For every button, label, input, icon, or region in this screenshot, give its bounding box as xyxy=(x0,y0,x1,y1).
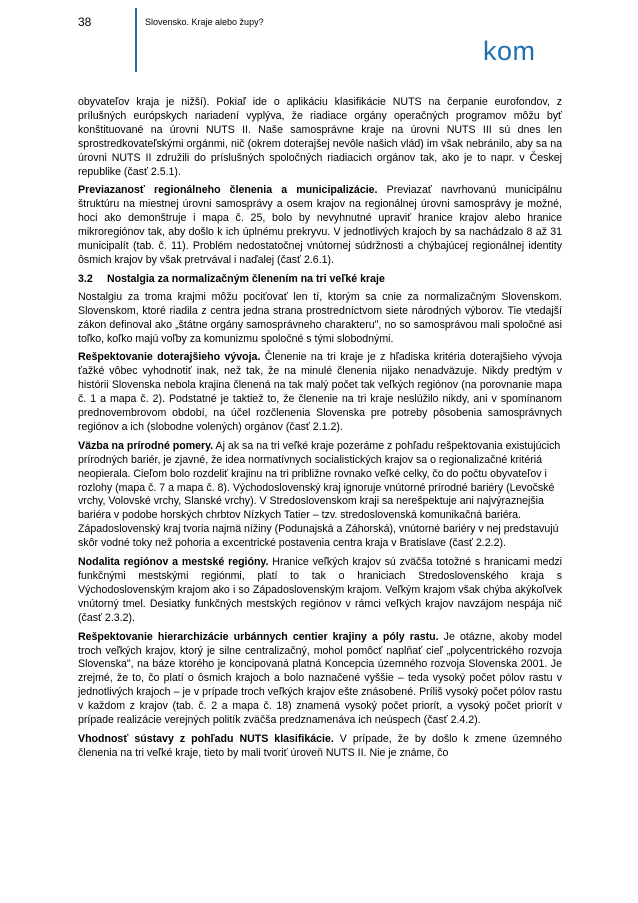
paragraph-text: Aj ak sa na tri veľké kraje pozeráme z pohľadu rešpektovania existujúcich prírodných bariér, je zjavné, že idea normatívnych socialistických krajov sa o regionalizačné kritériá neopierala. Cieľom bolo rozdeliť krajinu na tri približne rovnako veľké celky, čo do počtu obyvateľov i rozlohy (mapa č. 7 a mapa č. 8). Východoslovenský kraj ignoruje vnútorné prírodné bariéry (Levočské vrchy, Volovské vrchy, Slanské vrchy). V Stredoslovenskom kraji sa nerešpektuje ani najvýraznejšia bariéra v podobe horských chrbtov Nízkych Tatier – tzv. stredoslovenská komunikačná bariéra. Západoslovenský kraj tvoria najmä nížiny (Podunajská a Záhorská), vnútorné bariéry v nej predstavujú skôr vodné toky než pohoria a excentrické postavenia centra kraja v Bratislave (časť 2.2.2). xyxy=(78,439,561,550)
running-title: Slovensko. Kraje alebo župy? xyxy=(145,17,264,27)
paragraph-lead: Vhodnosť sústavy z pohľadu NUTS klasifikácie. xyxy=(78,732,334,745)
paragraph-text: Hranice veľkých krajov sú zväčša totožné s hranicami medzi funkčnými mestskými regiónmi, platí to tak o hraniciach Stredoslovenského kraja s Východoslovenským krajom ako i so Západoslovenským krajom. Veľkým krajom však chýba akýkoľvek vnútorný tmel. Desiatky funkčných mestských regiónov v rámci veľkých krajov navzájom nespája nič (časť 2.3.2). xyxy=(78,556,563,624)
paragraph xyxy=(78,184,562,267)
paragraph-text: Je otázne, akoby model troch veľkých krajov, ktorý je silne centralizačný, mohol pomôcť naplňať cieľ „polycentrického rozvoja Slovenska", na báze ktorého je koncipovaná platná Koncepcia územného rozvoja Slovenska 2001. Je zrejmé, že to, čo platí o ôsmich krajoch a bolo naznačené vyššie – teda vysoký počet pólov rastu v jednotlivých krajoch – je v prípade troch veľkých krajov ešte znásobené. Príliš vysoký počet pólov rastu v každom z krajov (tab. č. 2 a mapa č. 18) znamená vysoký počet priorít, a vysoký počet priorít v prípade realizácie verejných politík zväčša predznamenáva ich neúspech (časť 2.4.2). xyxy=(78,630,562,727)
brand-logo: kom xyxy=(483,36,536,66)
paragraph-text: Členenie na tri kraje je z hľadiska kritéria doterajšieho vývoja ťažké vôbec vyhodnotiť inak, než tak, že na minulé členenia nijako nenadväzuje. Nikdy predtým v histórii Slovenska nebola krajina členená na tak malý počet tak veľkých regiónov (na porovnanie mapa č. 1 a mapa č. 2). Podstatné je taktiež to, že členenie na tri kraje neslúžilo nikdy, ani v spomínanom prednovembrovom období, na účel rozčlenenia Slovenska pre potreby pôsobenia samosprávnych regiónov a ich (slobodne volených) orgánov (časť 2.1.2). xyxy=(78,351,563,433)
paragraph-text: obyvateľov kraja je nižší). Pokiaľ ide o aplikáciu klasifikácie NUTS na čerpanie eurofondov, z prílušných európskych nariadení vyplýva, že riadiace orgány operačných programov môžu byť konštituované na úrovni NUTS II. Naše samosprávne kraje na úrovni NUTS III sú dnes len sprostredkovateľskými orgánmi, nič (okrem doterajšej nevôle našich vlád) im však nebránilo, aby sa na úrovni NUTS II združili do príslušných spoločných riadiacich orgánov tak, ako je to napr. v Českej republike (časť 2.5.1). xyxy=(78,96,562,178)
paragraph-text: Previazať navrhovanú municipálnu štruktúru na miestnej úrovni samosprávy a osem krajov na regionálnej úrovni samosprávy je možné, hoci ako demonštruje i mapa č. 25, bolo by nevyhnutné upraviť hranice krajov alebo hranice mikroregiónov tak, aby došlo k ich úplnému prekryvu. V jednotlivých krajoch by sa nachádzalo 8 až 31 municipalít (tab. č. 11). Problém nedostatočnej vnútornej súdržnosti a chýbajúcej regionálnej identity ôsmich krajov by však pretrvával i naďalej (časť 2.6.1). xyxy=(78,184,562,266)
paragraph xyxy=(78,556,562,626)
paragraph xyxy=(78,291,562,347)
section-heading xyxy=(78,273,562,287)
page-number: 38 xyxy=(78,15,92,29)
paragraph-lead: Nodalita regiónov a mestské regióny. xyxy=(78,556,269,569)
paragraph-text: Nostalgiu za troma krajmi môžu pociťovať len tí, ktorým sa cnie za normalizačným Slovenskom. Slovenskom, ktoré riadila z centra jedna strana prostredníctvom siete národných výborov. Tie vtedajší zákon definoval ako „štátne orgány samosprávneho charakteru", no so samosprávou mali spoločné asi toľko, koľko majú voľby za komunizmu spoločné s tými slobodnými. xyxy=(78,290,562,345)
paragraph-lead: Previazanosť regionálneho členenia a municipalizácie. xyxy=(78,184,378,197)
header-divider xyxy=(135,8,137,72)
page-body xyxy=(78,96,562,766)
section-title: Nostalgia za normalizačným členením na tri veľké kraje xyxy=(107,272,385,285)
page-header xyxy=(0,0,638,92)
paragraph-text: V prípade, že by došlo k zmene územného členenia na tri veľké kraje, tieto by mali tvoriť úroveň NUTS II. Nie je známe, čo xyxy=(78,732,562,759)
paragraph-lead: Väzba na prírodné pomery. xyxy=(78,439,214,452)
paragraph xyxy=(78,96,562,179)
paragraph xyxy=(78,351,562,434)
paragraph-lead: Rešpektovanie hierarchizácie urbánnych centier krajiny a póly rastu. xyxy=(78,630,439,643)
paragraph xyxy=(78,631,562,728)
paragraph xyxy=(78,733,562,761)
section-number: 3.2 xyxy=(78,272,93,285)
paragraph xyxy=(78,440,562,551)
paragraph-lead: Rešpektovanie doterajšieho vývoja. xyxy=(78,351,261,364)
